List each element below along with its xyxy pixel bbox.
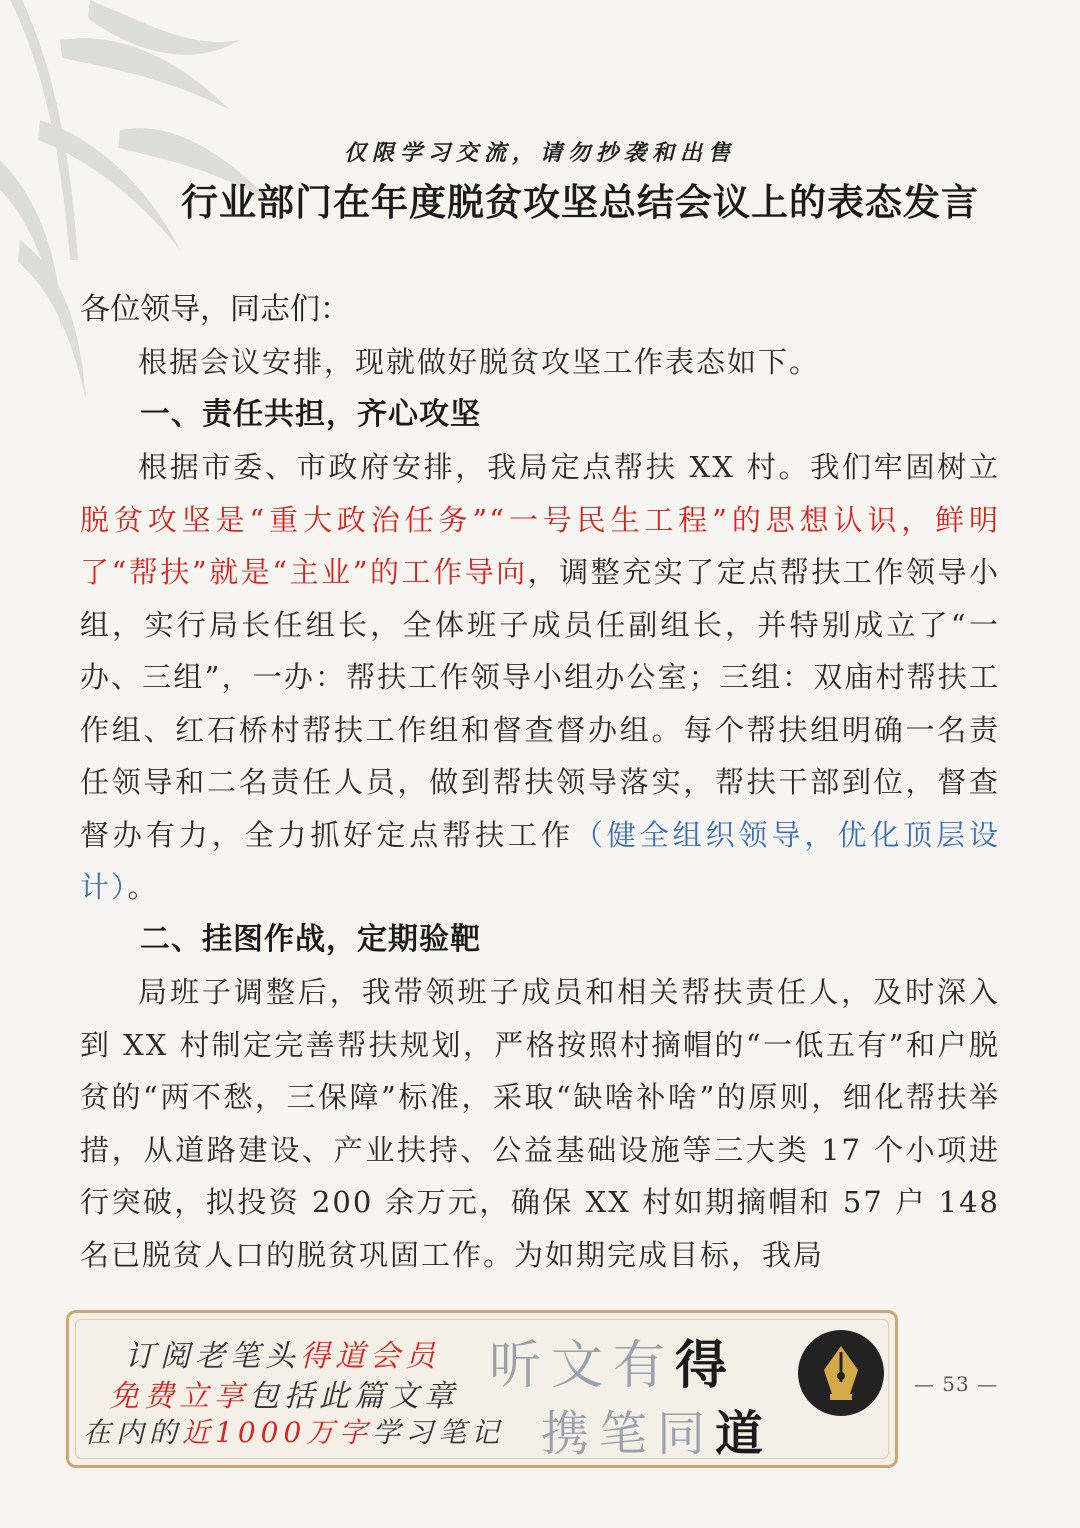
page-number: — 53 — xyxy=(913,1372,999,1396)
copyright-notice: 仅限学习交流，请勿抄袭和出售 xyxy=(343,140,736,166)
section-heading-2: 二、挂图作战，定期验靶 xyxy=(140,921,481,957)
section-1-paragraph xyxy=(80,441,1000,914)
text-segment: 。 xyxy=(127,870,159,904)
blue-highlight-text: （健全组织领导，优化顶层设计） xyxy=(80,817,1000,904)
text-segment: 根据市委、市政府安排，我局定点帮扶 XX 村。我们牢固树立 xyxy=(138,450,1000,484)
document-body xyxy=(80,336,1000,1281)
subscription-banner[interactable] xyxy=(66,1310,898,1468)
banner-line-1: 订阅老笔头得道会员 xyxy=(125,1339,440,1374)
section-heading-1: 一、责任共担，齐心攻坚 xyxy=(140,396,481,432)
greeting: 各位领导，同志们： xyxy=(80,292,350,327)
text-segment: ，调整充实了定点帮扶工作领导小组，实行局长任组长，全体班子成员任副组长，并特别成立了“一办、三组”，一办：帮扶工作领导小组办公室；三组：双庙村帮扶工作组、红石桥村帮扶工作组和督查督办组。每个帮扶组明确一名责任领导和二名责任人员，做到帮扶领导落实，帮扶干部到位，督查督办有力，全力抓好定点帮扶工作 xyxy=(80,555,1000,852)
fountain-pen-nib-icon xyxy=(798,1330,884,1416)
section-2-paragraph: 局班子调整后，我带领班子成员和相关帮扶责任人，及时深入到 XX 村制定完善帮扶规划，严格按照村摘帽的“一低五有”和户脱贫的“两不愁，三保障”标准，采取“缺啥补啥”的原则，细化帮扶举措，从道路建设、产业扶持、公益基础设施等三大类 17 个小项进行突破，拟投资 200 余万元，确保 XX 村如期摘帽和 57 户 148 名已脱贫人口的脱贫巩固工作。为如期完成目标，我局 xyxy=(80,975,1000,1272)
banner-line-3: 在内的近1000万字学习笔记 xyxy=(83,1416,505,1449)
banner-line-2: 免费立享包括此篇文章 xyxy=(109,1379,459,1414)
red-highlight-text: 脱贫攻坚是“重大政治任务”“一号民生工程”的思想认识，鲜明了“帮扶”就是“主业”的工作导向 xyxy=(80,502,1000,589)
banner-slogan-1: 听文有得 xyxy=(489,1335,738,1396)
intro-paragraph: 根据会议安排，现就做好脱贫攻坚工作表态如下。 xyxy=(138,345,821,379)
document-title: 行业部门在年度脱贫攻坚总结会议上的表态发言 xyxy=(181,181,979,224)
banner-slogan-2: 携笔同道 xyxy=(541,1406,774,1462)
